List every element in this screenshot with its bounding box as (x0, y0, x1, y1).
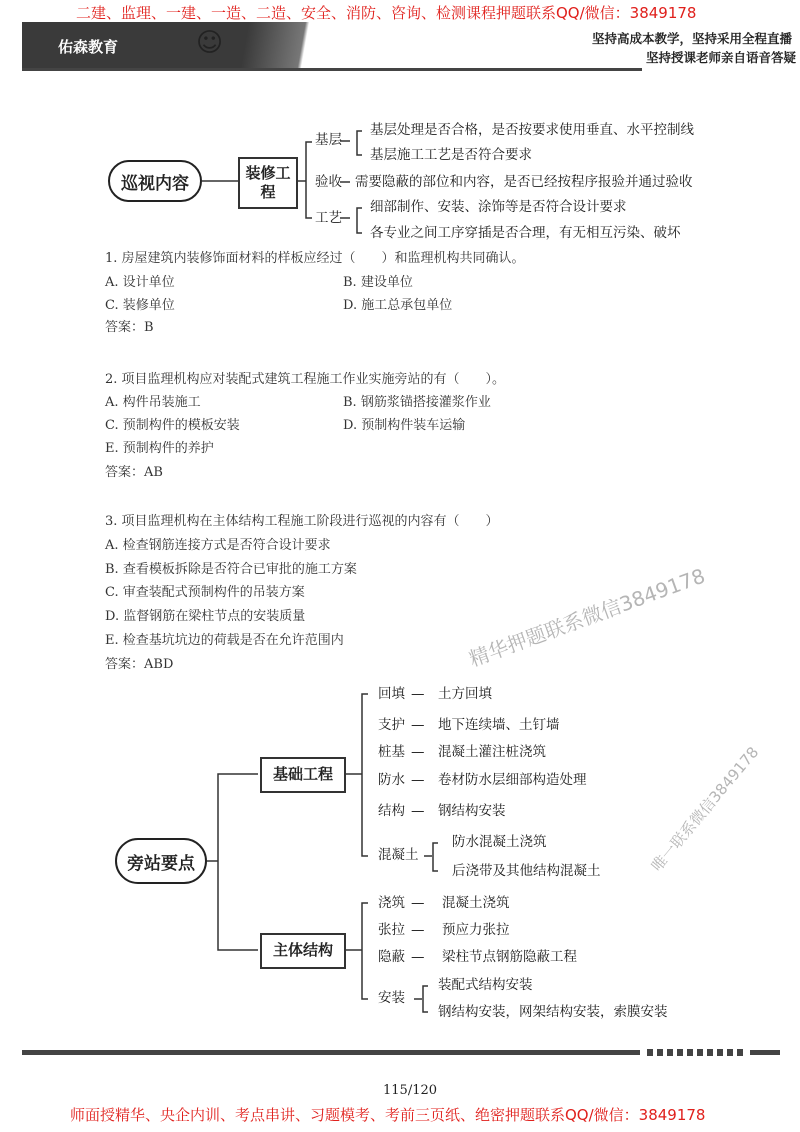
node-label: 工艺 (315, 210, 342, 226)
question-stem: 1. 房屋建筑内装修饰面材料的样板应经过（ ）和监理机构共同确认。 (105, 251, 525, 266)
leaf: 混凝土灌注桩浇筑 (438, 744, 546, 760)
leaf: 防水混凝土浇筑 (452, 834, 547, 850)
option: E. 预制构件的养护 (105, 441, 214, 456)
node-label: 混凝土 (378, 847, 419, 863)
leaf: 钢结构安装 (438, 803, 506, 819)
answer: 答案：ABD (105, 657, 174, 672)
option: A. 设计单位 (105, 275, 175, 290)
dash: — (411, 772, 425, 788)
leaf: 基层施工工艺是否符合要求 (370, 147, 532, 163)
node-label: 回填 (378, 686, 405, 702)
leaf: 基层处理是否合格，是否按要求使用垂直、水平控制线 (370, 122, 694, 138)
option: E. 检查基坑坑边的荷载是否在允许范围内 (105, 633, 344, 648)
leaf: 后浇带及其他结构混凝土 (452, 863, 601, 879)
dash: — (411, 895, 425, 911)
node-label: 基层 (315, 132, 342, 148)
watermark: 精华押题联系微信3849178 (465, 563, 709, 672)
node-label: 安装 (378, 990, 405, 1006)
leaf: 卷材防水层细部构造处理 (438, 772, 587, 788)
node-label: 结构 (378, 803, 405, 819)
node-label: 验收 (315, 174, 342, 190)
dash: — (411, 744, 425, 760)
option: B. 查看模板拆除是否符合已审批的施工方案 (105, 562, 357, 577)
diagram1-branch: 装修工程 (238, 157, 298, 209)
option: B. 建设单位 (343, 275, 413, 290)
option: C. 装修单位 (105, 298, 175, 313)
answer: 答案：B (105, 320, 154, 335)
mascot-icon: ☺ (196, 28, 224, 58)
answer: 答案：AB (105, 465, 163, 480)
node-label: 防水 (378, 772, 405, 788)
leaf: 地下连续墙、土钉墙 (438, 717, 560, 733)
page-number: 115/120 (383, 1083, 438, 1098)
slogan-1: 坚持高成本教学，坚持采用全程直播 (592, 31, 793, 46)
leaf: 混凝土浇筑 (442, 895, 510, 911)
option: C. 审查装配式预制构件的吊装方案 (105, 585, 305, 600)
leaf: 预应力张拉 (442, 922, 510, 938)
diagram2-branch: 主体结构 (260, 933, 346, 969)
option: A. 构件吊装施工 (105, 395, 201, 410)
leaf: 钢结构安装，网架结构安装，索膜安装 (438, 1004, 668, 1020)
diagram2-root: 旁站要点 (115, 838, 207, 884)
dash: — (411, 717, 425, 733)
footer-rule-end (750, 1050, 780, 1055)
leaf: 装配式结构安装 (438, 977, 533, 993)
node-label: 桩基 (378, 744, 405, 760)
footer-rule (22, 1050, 640, 1055)
diagram1-root: 巡视内容 (108, 160, 202, 202)
leaf: 土方回填 (438, 686, 492, 702)
option: D. 施工总承包单位 (343, 298, 453, 313)
option: A. 检查钢筋连接方式是否符合设计要求 (105, 538, 331, 553)
promo-top: 二建、监理、一建、一造、二造、安全、消防、咨询、检测课程押题联系QQ/微信：3849178 (76, 4, 697, 22)
dash: — (411, 686, 425, 702)
leaf: 各专业之间工序穿插是否合理，有无相互污染、破坏 (370, 225, 681, 241)
leaf: 细部制作、安装、涂饰等是否符合设计要求 (370, 199, 627, 215)
node-label: 浇筑 (378, 895, 405, 911)
diagram2-branch: 基础工程 (260, 757, 346, 793)
watermark: 唯一联系微信3849178 (647, 743, 763, 875)
option: D. 预制构件装车运输 (343, 418, 466, 433)
slogan-2: 坚持授课老师亲自语音答疑 (646, 50, 797, 65)
promo-bottom: 师面授精华、央企内训、考点串讲、习题模考、考前三页纸、绝密押题联系QQ/微信：3849178 (70, 1106, 706, 1124)
dash: — (411, 922, 425, 938)
option: C. 预制构件的模板安装 (105, 418, 240, 433)
option: B. 钢筋浆锚搭接灌浆作业 (343, 395, 491, 410)
dash: — (411, 949, 425, 965)
node-label: 张拉 (378, 922, 405, 938)
leaf: 梁柱节点钢筋隐蔽工程 (442, 949, 577, 965)
logo-text: 佑森教育 (58, 38, 119, 56)
dash: — (411, 803, 425, 819)
question-stem: 2. 项目监理机构应对装配式建筑工程施工作业实施旁站的有（ ）。 (105, 372, 506, 387)
question-stem: 3. 项目监理机构在主体结构工程施工阶段进行巡视的内容有（ ） (105, 514, 499, 529)
option: D. 监督钢筋在梁柱节点的安装质量 (105, 609, 306, 624)
leaf: 需要隐蔽的部位和内容，是否已经按程序报验并通过验收 (355, 174, 693, 190)
node-label: 支护 (378, 717, 405, 733)
node-label: 隐蔽 (378, 949, 405, 965)
